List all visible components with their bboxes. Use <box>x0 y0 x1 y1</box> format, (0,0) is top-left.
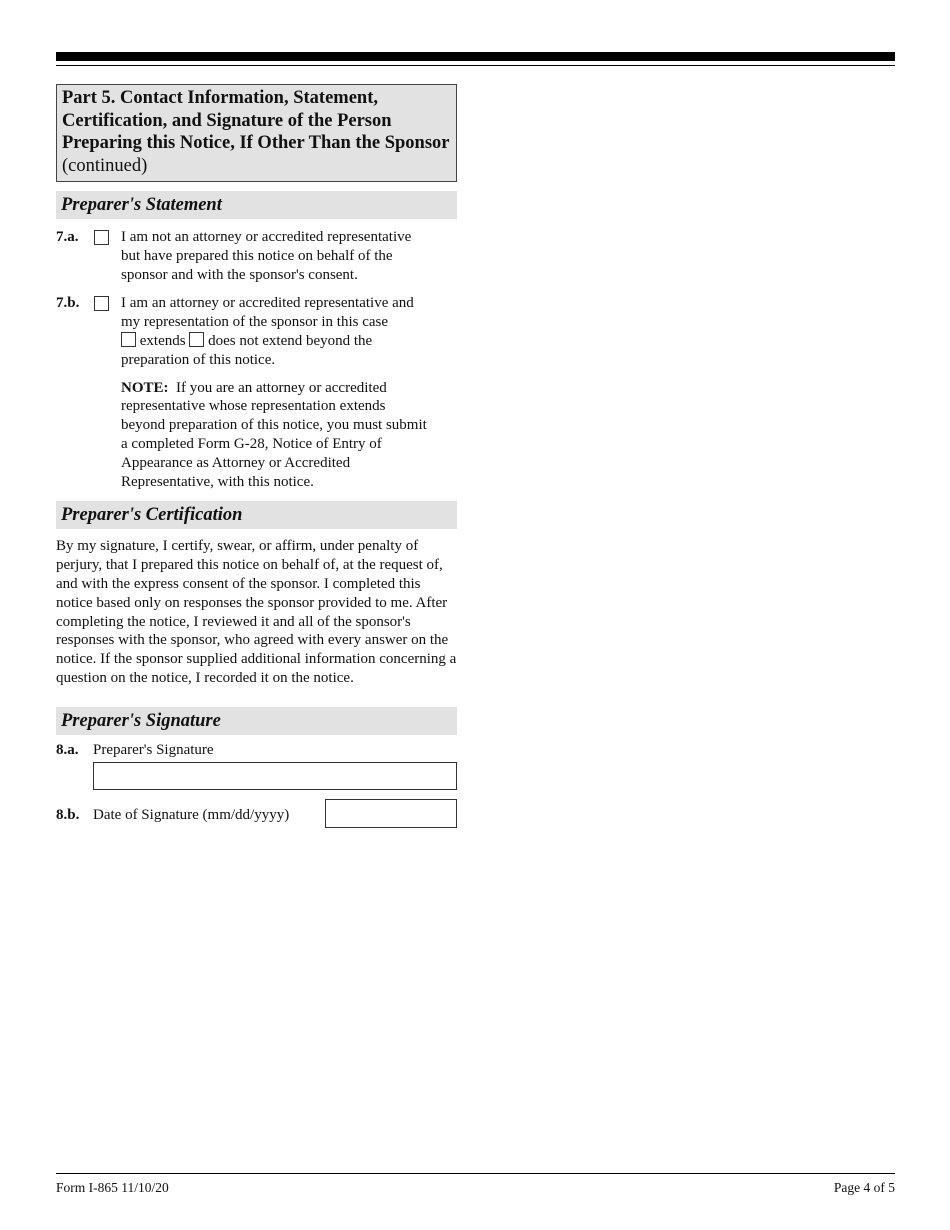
item-7b <box>56 294 457 369</box>
note-text: If you are an attorney or accredited representative whose representation extends beyond preparation of this notice, you must submit a completed Form G-28, Notice of Entry of Appearance as Attorney or Accredited Representative, with this notice. <box>121 379 427 490</box>
form-column <box>56 84 457 824</box>
item-8b-number: 8.b. <box>56 806 80 823</box>
preparers-signature-heading: Preparer's Signature <box>56 707 457 735</box>
item-8a-label: Preparer's Signature <box>93 741 214 758</box>
item-8a-number: 8.a. <box>56 741 79 758</box>
preparer-signature-field[interactable] <box>93 762 457 790</box>
preparers-certification-heading: Preparer's Certification <box>56 501 457 529</box>
footer-rule <box>56 1173 895 1174</box>
certification-text: By my signature, I certify, swear, or affirm, under penalty of perjury, that I prepared this notice on behalf of, at the request of, and with the express consent of the sponsor. I completed this notice based only on responses the sponsor provided to me. After completing the notice, I reviewed it and all of the sponsor's responses with the sponsor, who agreed with every answer on the notice. If the sponsor supplied additional information concerning a question on the notice, I recorded it on the notice. <box>56 538 457 686</box>
preparers-statement-heading: Preparer's Statement <box>56 191 457 219</box>
note-label: NOTE: <box>121 379 169 396</box>
item-8b <box>56 806 457 825</box>
item-7b-checkbox[interactable] <box>94 296 109 311</box>
signature-date-field[interactable] <box>325 799 457 828</box>
part-5-header <box>56 84 457 182</box>
page-number: Page 4 of 5 <box>833 1180 895 1195</box>
item-7a <box>56 228 457 284</box>
item-7a-text: I am not an attorney or accredited representative but have prepared this notice on behalf of the sponsor and with the sponsor's consent. <box>121 229 412 283</box>
item-7b-text <box>121 294 431 369</box>
item-7b-text-before: I am an attorney or accredited representative and my representation of the sponsor in this case <box>121 295 414 331</box>
part-continued: (continued) <box>62 155 148 176</box>
form-id: Form I-865 11/10/20 <box>56 1180 169 1195</box>
item-7a-number: 7.a. <box>56 229 79 245</box>
extends-checkbox[interactable] <box>121 332 136 347</box>
item-8b-label: Date of Signature (mm/dd/yyyy) <box>93 806 290 823</box>
item-7b-number: 7.b. <box>56 295 80 312</box>
does-not-extend-checkbox[interactable] <box>189 332 204 347</box>
part-title: Part 5. Contact Information, Statement, Certification, and Signature of the Person Preparing this Notice, If Other Than the Sponsor <box>62 88 450 153</box>
item-8a <box>56 741 457 760</box>
extends-label: extends <box>139 332 186 349</box>
does-not-extend-label: does not extend beyond the preparation of this notice. <box>121 332 373 368</box>
header-rule-thin <box>56 65 895 66</box>
preparer-note <box>121 379 433 492</box>
header-rule-thick <box>56 52 895 61</box>
item-7a-checkbox[interactable] <box>94 230 109 245</box>
